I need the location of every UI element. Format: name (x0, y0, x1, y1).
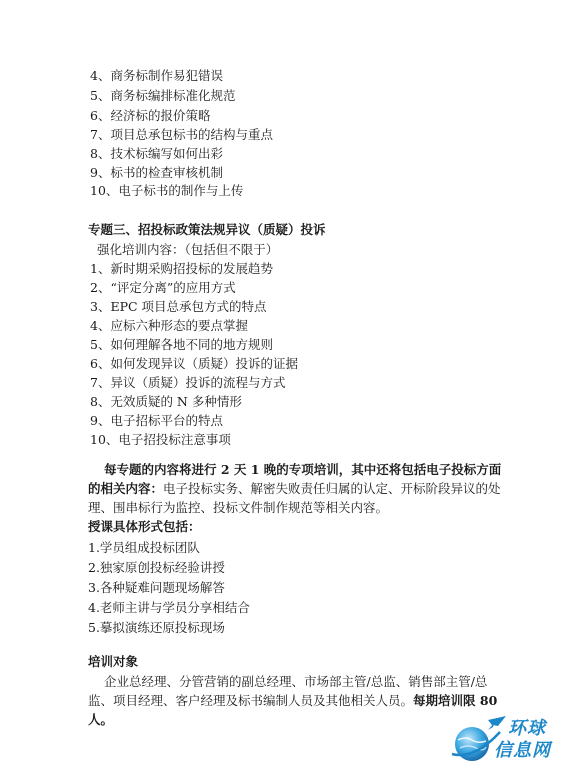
audience-text: 企业总经理、分管营销的副总经理、市场部主管/总监、销售部主管/总监、项目经理、客户经理及标书编制人员及其他相关人员。 (88, 674, 488, 708)
list-item: 2.独家原创投标经验讲授 (88, 560, 225, 575)
list-item: 5、如何理解各地不同的地方规则 (90, 337, 273, 352)
list-item: 7、项目总承包标书的结构与重点 (90, 127, 273, 142)
list-item: 9、标书的检查审核机制 (90, 165, 223, 180)
summary-bold: 每专题的内容将进行 2 天 1 晚的专项培训，其中还将包括电子投标方面的相关内容： (88, 462, 502, 496)
logo-text-primary: 环球 (508, 718, 546, 739)
list-item: 8、无效质疑的 N 多种情形 (90, 394, 242, 409)
section-title: 专题三、招投标政策法规异议（质疑）投诉 (88, 222, 326, 237)
list-item: 2、“评定分离”的应用方式 (90, 280, 236, 295)
summary-normal: 电子投标实务、解密失败责任归属的认定、开标阶段异议的处理、围串标行为监控、投标文件制作规范等相关内容。 (88, 481, 501, 515)
section-intro: 强化培训内容：（包括但不限于） (97, 242, 279, 257)
logo-text-secondary: 信息网 (494, 740, 551, 761)
list-item: 6、经济标的报价策略 (90, 108, 211, 123)
list-item: 7、异议（质疑）投诉的流程与方式 (90, 375, 286, 390)
list-item: 3.各种疑难问题现场解答 (88, 580, 225, 595)
list-item: 8、技术标编写如何出彩 (90, 146, 223, 161)
list-item: 10、电子招投标注意事项 (90, 432, 231, 447)
audience-limit: 每期培训限 80 人。 (88, 693, 498, 727)
audience-title: 培训对象 (88, 654, 139, 669)
summary-paragraph (88, 460, 508, 517)
format-title: 授课具体形式包括： (88, 519, 201, 534)
list-item: 4.老师主讲与学员分享相结合 (88, 600, 250, 615)
list-item: 9、电子招标平台的特点 (90, 413, 223, 428)
site-logo (448, 714, 566, 764)
list-item: 10、电子标书的制作与上传 (90, 183, 244, 198)
list-item: 5.摹拟演练还原投标现场 (88, 620, 225, 635)
list-item: 3、EPC 项目总承包方式的特点 (90, 299, 267, 314)
audience-paragraph (88, 672, 500, 729)
list-item: 1、新时期采购招投标的发展趋势 (90, 261, 273, 276)
list-item: 4、应标六种形态的要点掌握 (90, 318, 248, 333)
list-item: 5、商务标编排标准化规范 (90, 88, 236, 103)
list-item: 1.学员组成投标团队 (88, 540, 200, 555)
list-item: 4、商务标制作易犯错误 (90, 68, 223, 83)
list-item: 6、如何发现异议（质疑）投诉的证据 (90, 356, 298, 371)
